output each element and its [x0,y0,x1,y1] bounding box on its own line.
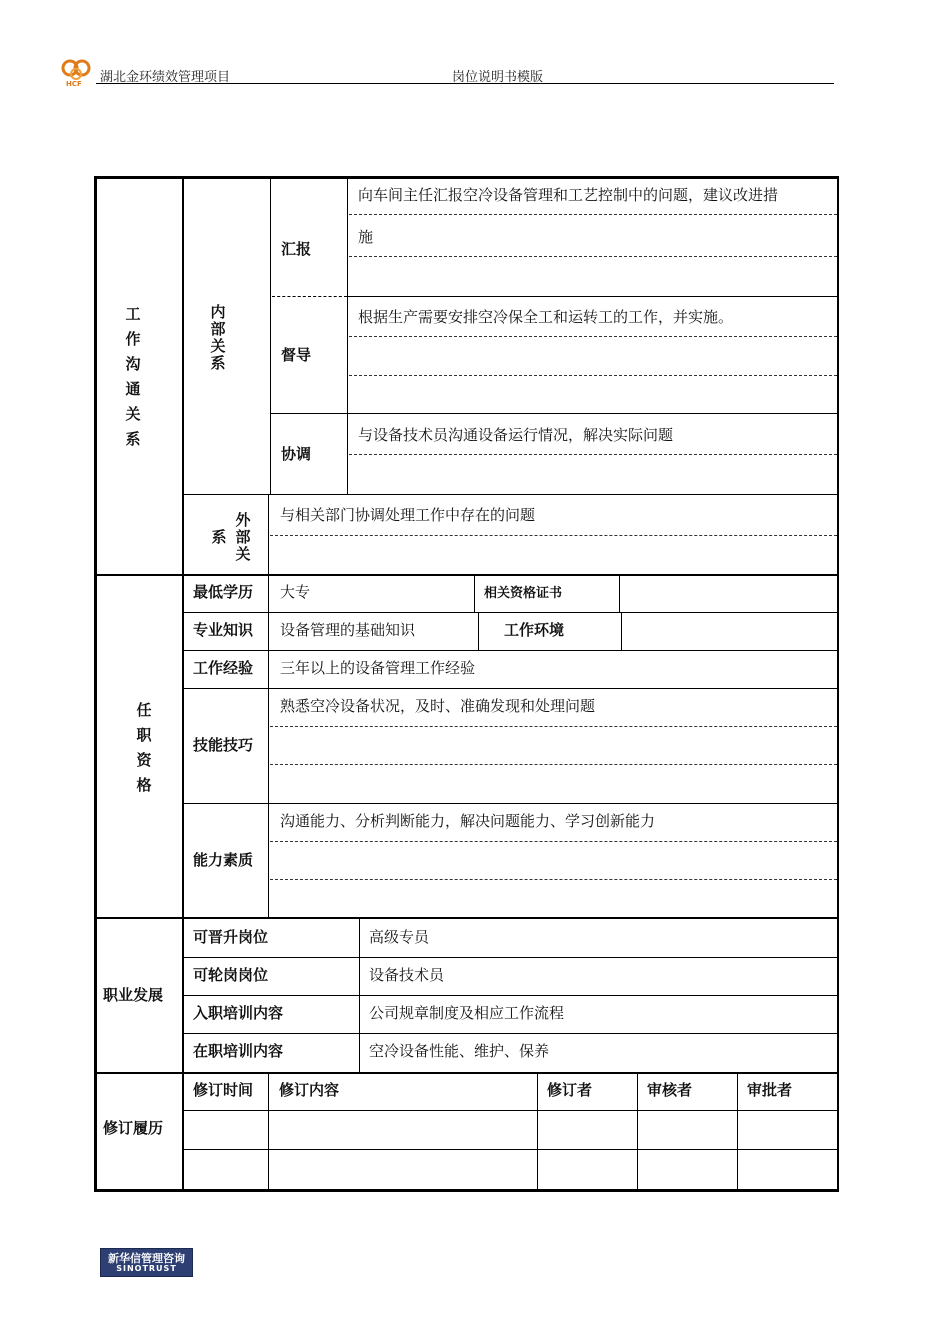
rotate-value: 设备技术员 [369,966,445,984]
rotate-label: 可轮岗岗位 [193,966,269,984]
external-relation-label-a: 外部关 [235,511,251,563]
row-divider [272,296,347,297]
experience-label: 工作经验 [193,659,254,677]
skills-line-1 [270,726,837,727]
col-divider [268,494,269,574]
internal-relation-label: 内部关系 [210,303,226,372]
ability-label: 能力素质 [193,851,254,869]
company-logo-text: HCF [66,80,82,88]
coordinate-label: 协调 [281,445,312,463]
knowledge-label: 专业知识 [193,621,254,639]
revision-header-content: 修订内容 [279,1081,340,1099]
inservice-value: 空冷设备性能、维护、保养 [369,1042,550,1060]
external-relation-label-b: 系 [211,528,227,546]
promote-value: 高级专员 [369,928,430,946]
env-label: 工作环境 [504,621,565,639]
revision-header-reviser: 修订者 [547,1081,593,1099]
coordinate-line [349,454,837,455]
report-text-1: 向车间主任汇报空冷设备管理和工艺控制中的问题，建议改进措 [358,186,779,204]
col-divider [474,574,475,612]
row-divider [182,612,837,613]
experience-value: 三年以上的设备管理工作经验 [280,659,476,677]
revision-section-label: 修订履历 [103,1119,164,1137]
row-divider [182,957,837,958]
coordinate-text: 与设备技术员沟通设备运行情况，解决实际问题 [358,426,674,444]
supervise-line-2 [349,375,837,376]
row-divider [182,1110,837,1111]
skills-value: 熟悉空冷设备状况，及时、准确发现和处理问题 [280,697,596,715]
col-divider [737,1072,738,1192]
external-text: 与相关部门协调处理工作中存在的问题 [280,506,536,524]
onboard-value: 公司规章制度及相应工作流程 [369,1004,565,1022]
education-label: 最低学历 [193,583,254,601]
col-divider [347,176,348,494]
knowledge-value: 设备管理的基础知识 [280,621,416,639]
header-doc-title: 岗位说明书模版 [452,70,544,85]
supervise-line-1 [349,336,837,337]
col-divider [619,574,620,612]
row-divider [182,688,837,689]
supervise-label: 督导 [281,346,312,364]
promote-label: 可晋升岗位 [193,928,269,946]
revision-header-approver: 审批者 [747,1081,793,1099]
comm-section-label: 工作沟通关系 [125,305,141,448]
skills-line-2 [270,764,837,765]
section-divider [94,917,839,919]
supervise-text: 根据生产需要安排空冷保全工和运转工的工作，并实施。 [358,308,734,326]
col-divider [637,1072,638,1192]
inservice-label: 在职培训内容 [193,1042,284,1060]
header-project: 湖北金环绩效管理项目 [100,70,231,85]
col-divider [478,612,479,650]
skills-label: 技能技巧 [193,736,254,754]
row-divider [182,494,837,495]
footer-logo [100,1248,193,1277]
education-value: 大专 [280,583,311,601]
section-divider [94,1072,839,1074]
footer-logo-cn: 新华信管理咨询 [108,1252,185,1265]
ability-value: 沟通能力、分析判断能力，解决问题能力、学习创新能力 [280,812,656,830]
section-divider [94,574,839,576]
row-divider [182,803,837,804]
row-divider [182,650,837,651]
footer-logo-en: SINOTRUST [116,1264,177,1273]
report-label: 汇报 [281,240,312,258]
ability-line-2 [270,879,837,880]
external-line [270,535,837,536]
report-line-1 [349,214,837,215]
col-divider [268,1072,269,1192]
col-divider [359,917,360,1072]
cert-label: 相关资格证书 [484,586,563,601]
revision-header-reviewer: 审核者 [647,1081,693,1099]
ability-line-1 [270,841,837,842]
row-divider [182,995,837,996]
row-divider [182,1033,837,1034]
col-divider [270,176,271,494]
qual-section-label: 任职资格 [136,701,152,794]
row-divider [182,1149,837,1150]
career-section-label: 职业发展 [103,986,164,1004]
col-divider [537,1072,538,1192]
revision-header-time: 修订时间 [193,1081,254,1099]
col-divider [182,176,184,1192]
col-divider [621,612,622,650]
col-divider [268,574,269,917]
onboard-label: 入职培训内容 [193,1004,284,1022]
row-divider [347,296,837,297]
report-text-2: 施 [358,228,374,246]
row-divider [270,413,837,414]
report-line-2 [349,256,837,257]
